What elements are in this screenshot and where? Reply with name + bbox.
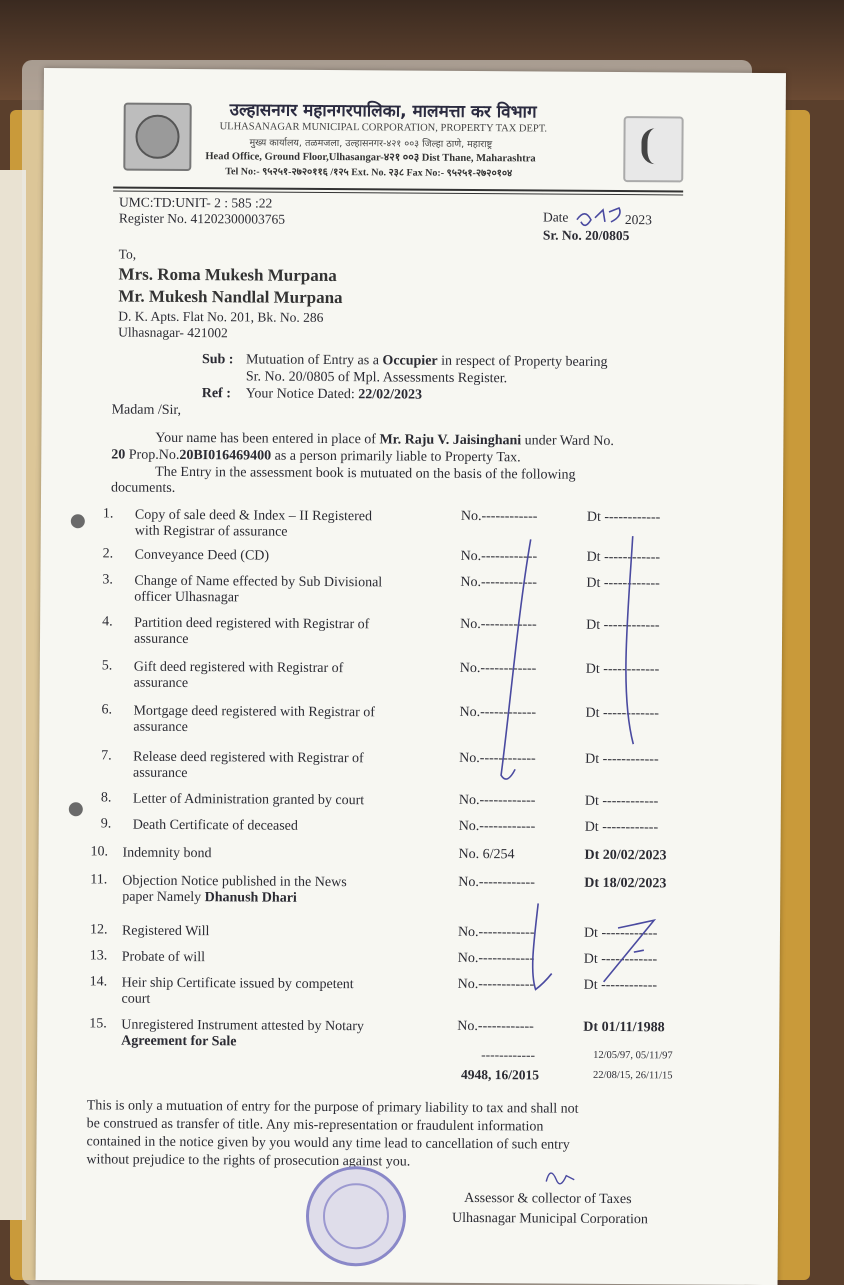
item-number-field: No.------------	[457, 924, 535, 941]
item-number-field: No.------------	[460, 616, 537, 633]
item-number-field: No.------------	[459, 660, 537, 677]
body-line-2: 20 Prop.No.20BI016469400 as a person primarily liable to Property Tax.	[111, 447, 521, 466]
item-date-field: Dt 18/02/2023	[584, 875, 667, 892]
item-number-field: No.------------	[458, 818, 536, 835]
item-date-field: Dt ------------	[586, 575, 660, 592]
item-number: 8.	[100, 790, 112, 806]
body-line-4: documents.	[111, 480, 176, 496]
signature	[546, 1173, 574, 1184]
address-line-2: Ulhasnagar- 421002	[118, 324, 228, 341]
item-description: Partition deed registered with Registrar of	[134, 615, 370, 633]
item-number: 12.	[89, 922, 108, 938]
item-number: 7.	[101, 748, 112, 764]
item-description-continued: officer Ulhasnagar	[134, 589, 239, 606]
to-label: To,	[118, 246, 137, 262]
item-description-continued: court	[121, 991, 151, 1007]
item-number-field: No.------------	[457, 950, 535, 967]
item-date-field: Dt ------------	[586, 549, 661, 566]
item-description: Registered Will	[121, 923, 210, 940]
item-number: 9.	[100, 816, 112, 832]
item-description: Unregistered Instrument attested by Notary	[121, 1017, 364, 1035]
disclaimer-line-3: contained in the notice given by you would any time lead to cancellation of such entry	[86, 1134, 570, 1153]
salutation: Madam /Sir,	[111, 402, 182, 418]
item-number-field: No. 6/254	[458, 846, 515, 863]
item-number: 10.	[90, 844, 109, 860]
item-number: 3.	[102, 572, 113, 588]
item-date-field: Dt ------------	[584, 793, 659, 810]
item-date-field: Dt 01/11/1988	[583, 1019, 665, 1036]
item-date-field: Dt ------------	[585, 751, 659, 768]
cross-out-line	[625, 536, 634, 744]
addressee-1: Mrs. Roma Mukesh Murpana	[118, 264, 337, 286]
item-description: Gift deed registered with Registrar of	[133, 659, 344, 677]
hindi-address: मुख्य कार्यालय, तळमजला, उल्हासनगर-४२१ ००३ जिल्हा ठाणे, महाराष्ट्र	[249, 137, 493, 151]
register-number: Register No. 41202300003765	[118, 210, 286, 227]
item-description: Copy of sale deed & Index – II Registered	[134, 507, 373, 525]
serial-number: Sr. No. 20/0805	[542, 227, 630, 244]
cross-out-line	[501, 539, 531, 779]
item-description-continued: assurance	[133, 719, 188, 736]
item-number-field: No.------------	[457, 1018, 534, 1035]
item-date-field: Dt ------------	[584, 819, 659, 836]
item-15-dashes: ------------	[481, 1047, 536, 1063]
item-description: Conveyance Deed (CD)	[134, 547, 270, 564]
body-line-1: Your name has been entered in place of Mr. Raju V. Jaisinghani under Ward No.	[155, 430, 614, 449]
disclaimer-line-4: without prejudice to the rights of prosecution against you.	[86, 1152, 411, 1170]
item-number: 14.	[89, 974, 108, 990]
item-number: 6.	[101, 702, 113, 718]
item-date-field: Dt ------------	[585, 705, 660, 722]
body-line-3: The Entry in the assessment book is mutuated on the basis of the following	[155, 464, 576, 483]
item-description-continued: assurance	[133, 675, 189, 692]
item-description: Release deed registered with Registrar of	[133, 749, 364, 767]
item-number: 2.	[102, 546, 114, 562]
item-15-dates-1: 12/05/97, 05/11/97	[593, 1049, 673, 1062]
item-description-continued: assurance	[133, 631, 189, 648]
item-description: Objection Notice published in the News	[122, 873, 347, 891]
item-number: 13.	[89, 948, 108, 964]
item-date-field: Dt ------------	[586, 617, 660, 634]
date-year: 2023	[624, 212, 653, 228]
item-description-continued: assurance	[133, 765, 188, 782]
item-number: 4.	[102, 614, 113, 630]
item-description: Death Certificate of deceased	[132, 817, 298, 834]
item-number-field: No.------------	[460, 548, 538, 565]
item-number: 1.	[102, 506, 114, 522]
item-description: Heir ship Certificate issued by competent	[121, 975, 354, 993]
item-date-field: Dt ------------	[583, 977, 658, 994]
disclaimer-line-1: This is only a mutuation of entry for the purpose of primary liability to tax and shall not	[86, 1098, 579, 1117]
item-number-field: No.------------	[460, 508, 538, 525]
addressee-2: Mr. Mukesh Nandlal Murpana	[118, 286, 343, 308]
item-description: Indemnity bond	[122, 845, 212, 862]
date-scribble	[577, 208, 620, 226]
address-line-1: D. K. Apts. Flat No. 201, Bk. No. 286	[118, 308, 324, 325]
subject-line-1: Mutuation of Entry as a Occupier in respect of Property bearing	[245, 352, 608, 370]
item-date-field: Dt ------------	[583, 951, 658, 968]
subject-line-2: Sr. No. 20/0805 of Mpl. Assessments Register.	[245, 369, 508, 387]
hindi-title: उल्हासनगर महानगरपालिका, मालमत्ता कर विभाग	[229, 100, 537, 123]
item-number-field: No.------------	[458, 874, 535, 891]
item-description: Probate of will	[121, 949, 206, 966]
ref-line: Your Notice Dated: 22/02/2023	[245, 386, 423, 403]
document-page	[36, 68, 786, 1285]
head-office: Head Office, Ground Floor,Ulhasangar-४२१ ००३ Dist Thane, Maharashtra	[205, 151, 536, 165]
item-date-field: Dt 20/02/2023	[584, 847, 667, 864]
item-description-continued: paper Namely Dhanush Dhari	[122, 889, 297, 906]
item-description-continued: with Registrar of assurance	[134, 523, 288, 540]
ref-label: Ref :	[201, 386, 231, 402]
item-number: 5.	[101, 658, 113, 674]
item-date-field: Dt ------------	[585, 661, 660, 678]
cross-out-line	[604, 920, 654, 982]
item-number: 15.	[89, 1016, 107, 1032]
disclaimer-line-2: be construed as transfer of title. Any mis-representation or fraudulent information	[86, 1116, 544, 1135]
item-number-field: No.------------	[459, 704, 537, 721]
item-15-dates-2: 22/08/15, 26/11/15	[592, 1069, 673, 1082]
cross-out-line	[533, 903, 553, 989]
item-number: 11.	[90, 872, 108, 888]
umc-code: UMC:TD:UNIT- 2 : 585 :22	[119, 194, 273, 211]
signatory-org: Ulhasnagar Municipal Corporation	[451, 1210, 648, 1228]
handwritten-marks	[36, 68, 786, 1285]
signatory-title: Assessor & collector of Taxes	[464, 1190, 632, 1208]
english-title: ULHASANAGAR MUNICIPAL CORPORATION, PROPERTY TAX DEPT.	[219, 121, 548, 135]
item-description: Mortgage deed registered with Registrar of	[133, 703, 375, 721]
date-label: Date	[542, 209, 569, 225]
item-description: Letter of Administration granted by court	[132, 791, 365, 809]
item-date-field: Dt ------------	[586, 509, 661, 526]
sub-label: Sub :	[201, 352, 234, 368]
telephone: Tel No:- ९५२५१-२७२०११६ /१२५ Ext. No. २३८ Fax No:- ९५२५१-२७२०१०४	[225, 166, 513, 180]
item-description: Change of Name effected by Sub Divisional	[134, 573, 383, 591]
item-number-field: No.------------	[458, 792, 536, 809]
item-date-field: Dt ------------	[583, 925, 658, 942]
item-number-field: No.------------	[460, 574, 538, 591]
item-number-field: No.------------	[459, 750, 536, 767]
item-description-continued: Agreement for Sale	[121, 1033, 237, 1050]
item-number-field: No.------------	[457, 976, 535, 993]
item-15-numbers: 4948, 16/2015	[460, 1066, 540, 1083]
